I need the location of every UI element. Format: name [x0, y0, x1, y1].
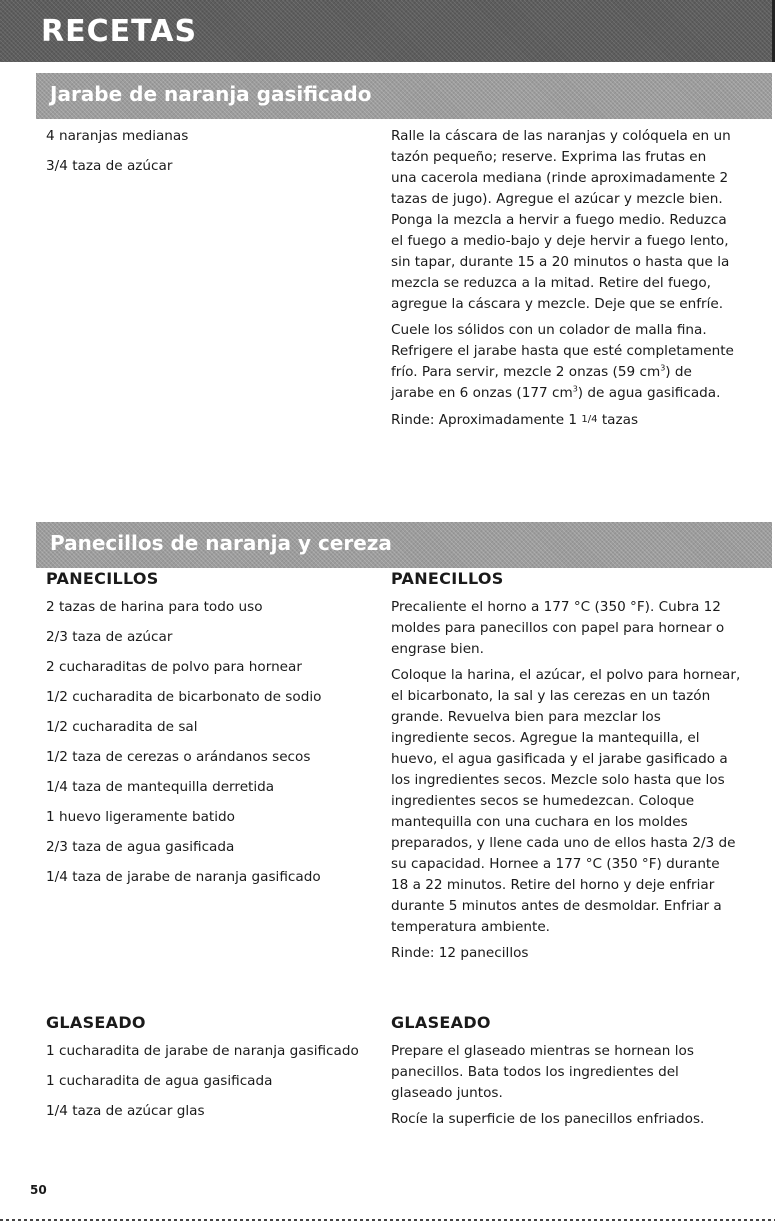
section-heading: PANECILLOS: [391, 569, 504, 588]
ingredient: 1 cucharadita de jarabe de naranja gasificado: [46, 1043, 359, 1059]
instruction-paragraph: Cuele los sólidos con un colador de malla fina. Refrigere el jarabe hasta que esté completamente frío. Para servir, mezcle 2 onzas (59 $cm^3$) de jarabe en 6 onzas (177 $cm^3$) de agua gasificada.: [391, 322, 734, 401]
instruction-paragraph: Precaliente el horno a 177 °C (350 °F). Cubra 12 moldes para panecillos con papel para hornear o engrase bien.: [391, 599, 725, 657]
muffin-ingredients: [46, 568, 376, 897]
page-title: RECETAS: [41, 14, 198, 49]
ingredient: 3/4 taza de azúcar: [46, 158, 173, 174]
ingredient: 2/3 taza de agua gasificada: [46, 839, 235, 855]
ingredient: 1/4 taza de azúcar glas: [46, 1103, 205, 1119]
ingredient: 1/2 cucharadita de sal: [46, 719, 198, 735]
glaze-ingredients: [46, 1012, 386, 1131]
instruction-paragraph: Coloque la harina, el azúcar, el polvo para hornear, el bicarbonato, la sal y las cerezas en un tazón grande. Revuelva bien para mezclar los ingrediente secos. Agregue la mantequilla, el huevo, el agua gasificada y el jarabe gasificado a los ingredientes secos. Mezcle solo hasta que los ingredientes secos se humedezcan. Coloque mantequilla con una cuchara en los moldes preparados, y llene cada uno de ellos hasta 2/3 de su capacidad. Hornee a 177 °C (350 °F) durante 18 a 22 minutos. Retire del horno y deje enfriar durante 5 minutos antes de desmoldar. Enfriar a temperatura ambiente.: [391, 667, 741, 935]
recipe-yield: Rinde: Aproximadamente 1 1/4 tazas: [391, 412, 639, 428]
ingredient: 1 cucharadita de agua gasificada: [46, 1073, 273, 1089]
ingredient: 2 tazas de harina para todo uso: [46, 599, 263, 615]
recipe-title-bar: [36, 73, 772, 119]
section-heading: GLASEADO: [391, 1013, 491, 1032]
header-banner: [0, 0, 772, 62]
recipe-title: Panecillos de naranja y cereza: [50, 531, 392, 555]
ingredient: 2 cucharaditas de polvo para hornear: [46, 659, 302, 675]
ingredient: 2/3 taza de azúcar: [46, 629, 173, 645]
glaze-instructions: [391, 1012, 741, 1135]
page-number: 50: [30, 1183, 47, 1197]
recipe1-ingredients: [46, 126, 346, 186]
recipe-title-bar: [36, 522, 772, 568]
recipe-title: Jarabe de naranja gasificado: [50, 82, 372, 106]
ingredient: 1/2 cucharadita de bicarbonato de sodio: [46, 689, 322, 705]
recipe1-instructions: [391, 126, 736, 436]
ingredient: 1 huevo ligeramente batido: [46, 809, 235, 825]
section-heading: GLASEADO: [46, 1013, 146, 1032]
recipe-yield: Rinde: 12 panecillos: [391, 945, 529, 961]
instruction-paragraph: Prepare el glaseado mientras se hornean los panecillos. Bata todos los ingredientes del glaseado juntos.: [391, 1043, 694, 1101]
ingredient: 1/4 taza de jarabe de naranja gasificado: [46, 869, 321, 885]
section-heading: PANECILLOS: [46, 569, 159, 588]
bottom-rule: [0, 1219, 775, 1221]
instruction-paragraph: Rocíe la superficie de los panecillos enfriados.: [391, 1111, 705, 1127]
ingredient: 4 naranjas medianas: [46, 128, 189, 144]
ingredient: 1/2 taza de cerezas o arándanos secos: [46, 749, 311, 765]
ingredient: 1/4 taza de mantequilla derretida: [46, 779, 275, 795]
muffin-instructions: [391, 568, 741, 969]
instruction-paragraph: Ralle la cáscara de las naranjas y colóquela en un tazón pequeño; reserve. Exprima las frutas en una cacerola mediana (rinde aproximadamente 2 tazas de jugo). Agregue el azúcar y mezcle bien. Ponga la mezcla a hervir a fuego medio. Reduzca el fuego a medio-bajo y deje hervir a fuego lento, sin tapar, durante 15 a 20 minutos o hasta que la mezcla se reduzca a la mitad. Retire del fuego, agregue la cáscara y mezcle. Deje que se enfríe.: [391, 128, 731, 312]
